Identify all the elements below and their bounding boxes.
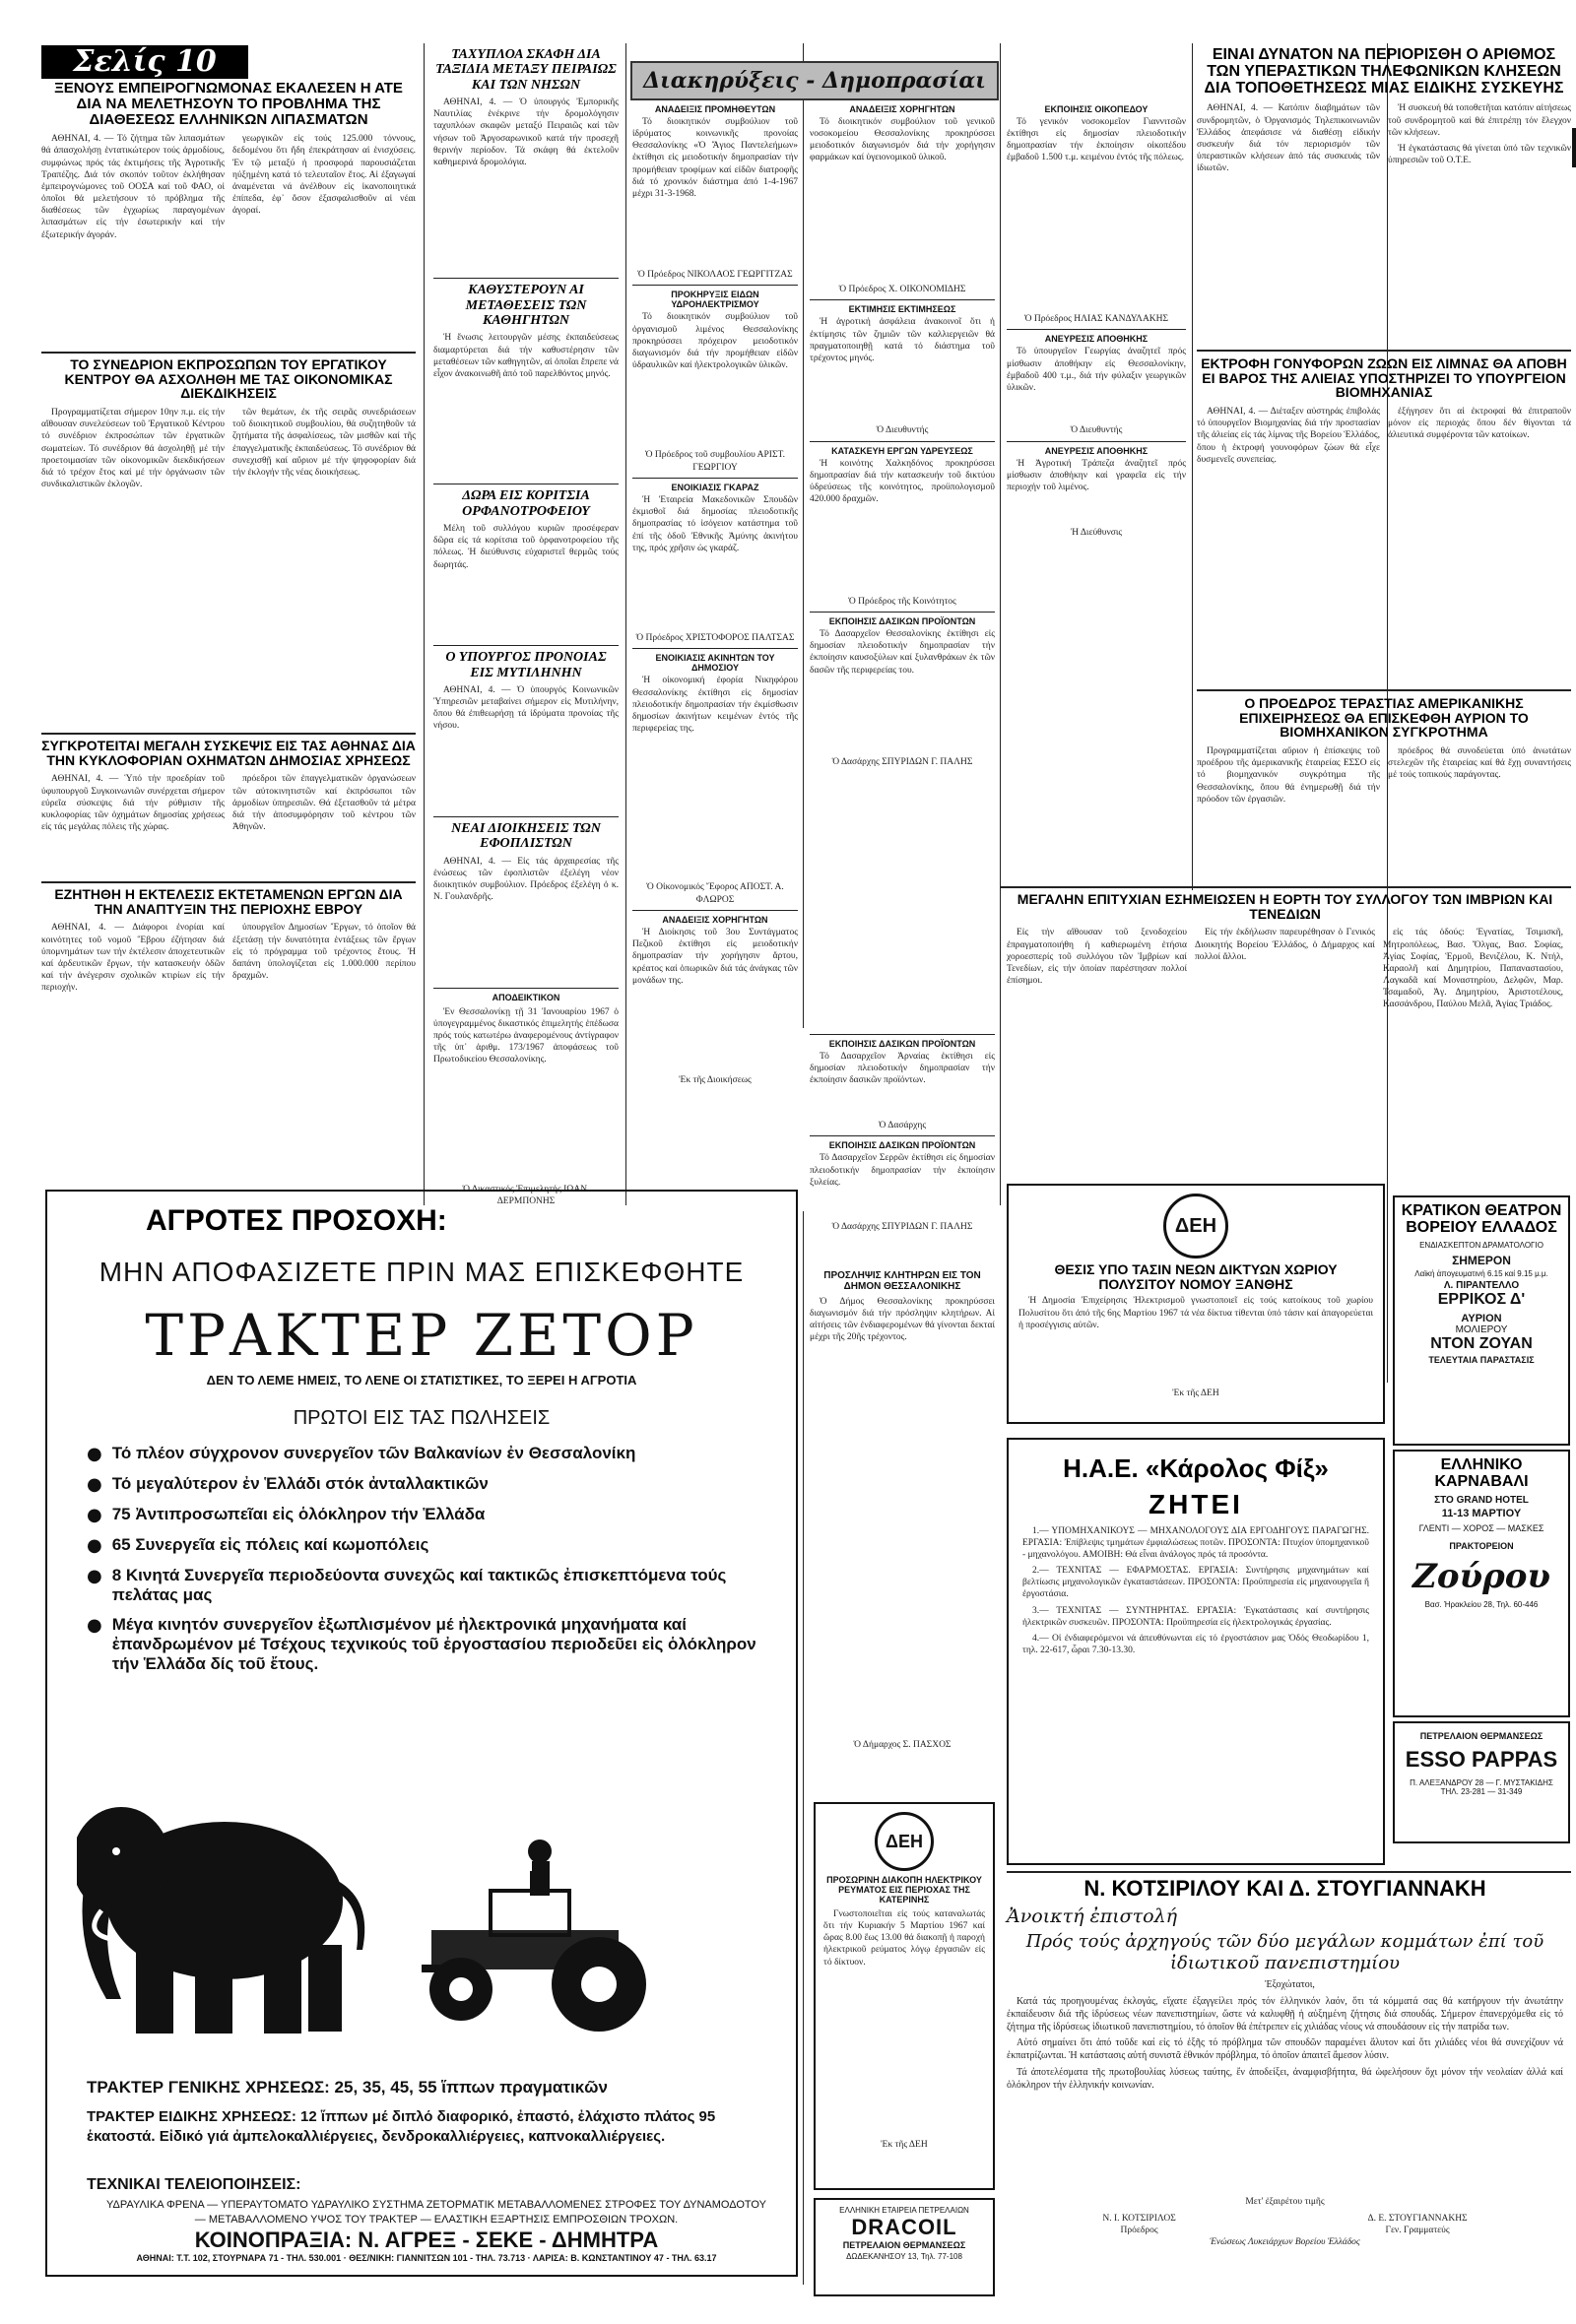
article-body: πρόεδροι τῶν ἐπαγγελματικῶν ὀργανώσεων τῶν αὐτοκινητιστῶν καί ἐκπρόσωποι τῶν ἁρμοδίων ὑπηρεσιῶν. Θά ἐξετασθοῦν τά μέτρα διά τήν ἀποσυμφόρησιν τοῦ κέντρου τῶν Ἀθηνῶν.: [232, 774, 416, 832]
article-body: ὑπουργεῖον Δημοσίων Ἔργων, τό ὁποῖον θά ἐξετάσῃ τήν δυνατότητα ἐντάξεως τῶν ἔργων εἰς τό πρόγραμμα τοῦ τρέχοντος ἔτους. Ἡ δαπάνη ὑπολογίζεται εἰς 1.000.000 περίπου δραχμῶν.: [232, 923, 416, 981]
letter-body: Ἐξοχώτατοι, Κατά τάς προηγουμένας ἐκλογάς, εἴχατε ἐξαγγείλει πρός τόν ἑλληνικόν λαόν, ὅτι τά κόμματά σας θά κατήργουν τήν ἀνωτάτην ἐκπαίδευσιν διά τῆς ἱδρύσεως νέων πανεπιστημίων, ὥστε νά καλυφθῇ ἡ αὐξημένη ζήτησις διά σπουδάς. Σήμερον ἐπανερχόμεθα εἰς τό ζήτημα τῆς ἱδρύσεως ἰδιωτικοῦ πανεπιστημίου, τό ὁποῖον θά ἐπέτρεπεν εἰς χιλιάδας νέους νά σπουδάσουν εἰς τήν πατρίδα των. Αὐτό σημαίνει ὅτι ἀπό τοῦδε καί εἰς τό ἑξῆς τό πρόβλημα τῶν σπουδῶν παραμένει ἄλυτον καί ὅτι χιλιάδες νέοι θά συνεχίζουν νά ἐκπατρίζωνται. Ἡ κατάστασις αὐτή συνιστᾶ ἐθνικόν πρόβλημα, τό ὁποῖον ἀπαιτεῖ ἄμεσον λύσιν. Τά ἀποτελέσματα τῆς πρωτοβουλίας λύσεως ταύτης, ἔν ἀποδείξει, ἀναμφισβήτητα, θά ὠφελήσουν ὄχι μόνον τήν νεολαίαν ἀλλά καί ὁλόκληρον τήν ἑλληνικήν κοινωνίαν.: [1007, 1979, 1563, 2091]
col3-bottom: [810, 1270, 995, 1751]
headline: Ο ΥΠΟΥΡΓΟΣ ΠΡΟΝΟΙΑΣ ΕΙΣ ΜΥΤΙΛΗΝΗΝ: [445, 650, 607, 680]
ad-address: ΑΘΗΝΑΙ: Τ.Τ. 102, ΣΤΟΥΡΝΑΡΑ 71 - ΤΗΛ. 530.001 · ΘΕΣ/ΝΙΚΗ: ΓΙΑΝΝΙΤΣΩΝ 101 - ΤΗΛ. 73.713 · ΛΑΡΙΣΑ: Β. ΚΩΝΣΤΑΝΤΙΝΟΥ 47 - ΤΗΛ. 63.17: [136, 2253, 717, 2263]
col3: [632, 104, 798, 1086]
ad-special-use: ΤΡΑΚΤΕΡ ΕΙΔΙΚΗΣ ΧΡΗΣΕΩΣ: 12 ἵππων μέ διπλό διαφορικό, ἐπαστό, ἐλάχιστο πλάτος 95 ἑκατοστά. Εἰδικό γιά ἀμπελοκαλλιέργειες, δενδροκαλλιέργειες, καπνοκαλλιέργειες.: [87, 2108, 716, 2145]
signature: Ὁ Δασάρχης: [878, 1121, 927, 1130]
col5-article-imbros: [1007, 892, 1563, 1035]
notice-body: Τό Δασαρχεῖον Σερρῶν ἐκτίθησι εἰς δημοσίαν πλειοδοτικήν δημοπρασίαν τήν ἐκποίησιν ξυλείας.: [810, 1153, 995, 1188]
signature: Ὁ Πρόεδρος ΗΛΙΑΣ ΚΑΝΔΥΛΑΚΗΣ: [1023, 314, 1169, 324]
ad-wanted: ΖΗΤΕΙ: [1149, 1489, 1243, 1520]
ad-consortium: ΚΟΙΝΟΠΡΑΞΙΑ: Ν. ΑΓΡΕΞ - ΣΕΚΕ - ΔΗΜΗΤΡΑ: [194, 2227, 659, 2252]
notice-title: ΕΚΠΟΙΗΣΙΣ ΟΙΚΟΠΕΔΟΥ: [1044, 104, 1149, 114]
signature: Ἐκ τῆς Διοικήσεως: [679, 1075, 752, 1086]
ad-tech-body: ΥΔΡΑΥΛΙΚΑ ΦΡΕΝΑ — ΥΠΕΡΑΥΤΟΜΑΤΟ ΥΔΡΑΥΛΙΚΟ ΣΥΣΤΗΜΑ ΖΕΤΟΡΜΑΤΙΚ ΜΕΤΑΒΑΛΛΟΜΕΝΕΣ ΣΤΡΟΦΕΣ ΤΟΥ ΔΥΝΑΜΟΔΟΤΟΥ — ΜΕΤΑΒΑΛΛΟΜΕΝΟ ΥΨΟΣ ΤΟΥ ΤΡΑΚΤΕΡ — ΕΛΑΣΤΙΚΗ ΕΞΑΡΤΗΣΙΣ ΕΜΠΡΟΣΘΙΩΝ ΤΡΟΧΩΝ.: [106, 2199, 766, 2227]
notice-title: ΕΝΟΙΚΙΑΣΙΣ ΓΚΑΡΑΖ: [671, 483, 759, 493]
signature: Ἐκ τῆς ΔΕΗ: [1172, 1388, 1219, 1399]
notice-title: ΕΚΠΟΙΗΣΙΣ ΔΑΣΙΚΩΝ ΠΡΟΪΟΝΤΩΝ: [828, 1140, 976, 1151]
headline: ΕΚΤΡΟΦΗ ΓΟΝΥΦΟΡΩΝ ΖΩΩΝ ΕΙΣ ΛΙΜΝΑΣ ΘΑ ΑΠΟΒΗ ΕΙ ΒΑΡΟΣ ΤΗΣ ΑΛΙΕΙΑΣ ΥΠΟΣΤΗΡΙΖΕΙ ΤΟ ΥΠΟΥΡΓΕΙΟΝ ΒΙΟΜΗΧΑΝΙΑΣ: [1201, 355, 1567, 401]
letter-authors: Ν. ΚΟΤΣΙΡΙΛΟΥ ΚΑΙ Δ. ΣΤΟΥΓΙΑΝΝΑΚΗ: [1084, 1876, 1486, 1901]
letter-recipients: Πρός τούς ἀρχηγούς τῶν δύο μεγάλων κομμάτων ἐπί τοῦ ἰδιωτικοῦ πανεπιστημίου: [1025, 1931, 1544, 1973]
notice-title: ΠΡΟΣΛΗΨΙΣ ΚΛΗΤΗΡΩΝ ΕΙΣ ΤΟΝ ΔΗΜΟΝ ΘΕΣΣΑΛΟΝΙΚΗΣ: [823, 1270, 981, 1292]
ad-bullets: ● Τό πλέον σύγχρονον συνεργεῖον τῶν Βαλκανίων ἐν Θεσσαλονίκη ● Τό μεγαλύτερον ἐν Ἑλλάδι στόκ ἀνταλλακτικῶν ● 75 Ἀντιπροσωπεῖαι εἰς ὁλόκληρον τήν Ἑλλάδα ● 65 Συνεργεῖα εἰς πόλεις καί κωμοπόλεις ● 8 Κινητά Συνεργεῖα περιοδεύοντα συνεχῶς καί τακτικῶς ἐπισκεπτόμενα τούς πελάτας μας ● Μέγα κινητόν συνεργεῖον ἐξωπλισμένον μέ ἠλεκτρονικά μηχανήματα καί ἐπανδρωμένον μέ Τσέχους τεχνικούς τοῦ ἐργοστασίου περιοδεῦει εἰς ὁλόκληρον τήν Ἑλλάδα δίς τοῦ ἔτους.: [87, 1443, 756, 1673]
article-body: τῶν θεμάτων, ἐκ τῆς σειρᾶς συνεδριάσεων τοῦ διοικητικοῦ συμβουλίου, θά συζητηθοῦν τά ζητήματα τῆς ἀσφαλίσεως, τῶν μισθῶν καί τῆς ἐπαγγελματικῆς ἐκπαιδεύσεως. Τό συνέδριον θά συνεχισθῇ καί αὔριον μέ τήν ψηφοφορίαν διά τήν ἐκλογήν τῆς νέας διοικήσεως.: [232, 408, 416, 478]
headline: ΤΟ ΣΥΝΕΔΡΙΟΝ ΕΚΠΡΟΣΩΠΩΝ ΤΟΥ ΕΡΓΑΤΙΚΟΥ ΚΕΝΤΡΟΥ ΘΑ ΑΣΧΟΛΗΘΗ ΜΕ ΤΑΣ ΟΙΚΟΝΟΜΙΚΑΣ ΔΙΕΚΔΙΚΗΣΕΙΣ: [64, 356, 393, 402]
theatre-ad: ΚΡΑΤΙΚΟΝ ΘΕΑΤΡΟΝ ΒΟΡΕΙΟΥ ΕΛΛΑΔΟΣ ΕΝΔΙΑΣΚΕΠΤΟΝ ΔΡΑΜΑΤΟΛΟΓΙΟ ΣΗΜΕΡΟΝ Λαϊκή ἀπογευματινή 6.15 καί 9.15 μ.μ. Λ. ΠΙΡΑΝΤΕΛΛΟ ΕΡΡΙΚΟΣ Δ' ΑΥΡΙΟΝ ΜΟΛΙΕΡΟΥ ΝΤΟΝ ΖΟΥΑΝ ΤΕΛΕΥΤΑΙΑ ΠΑΡΑΣΤΑΣΙΣ: [1393, 1195, 1570, 1446]
col4: [810, 104, 995, 768]
notice-title: ΑΝΑΔΕΙΞΙΣ ΧΟΡΗΓΗΤΩΝ: [662, 915, 768, 926]
notice-title: ΕΚΠΟΙΗΣΙΣ ΔΑΣΙΚΩΝ ΠΡΟΪΟΝΤΩΝ: [828, 616, 976, 627]
tractor-ad: [45, 1190, 798, 2277]
col5-top: [1007, 104, 1186, 539]
notice-body: Ἡ Ἀγροτική Τράπεζα ἀναζητεῖ πρός μίσθωσιν ἀποθήκην καί γραφεῖα εἰς τήν περιοχήν τοῦ λιμένος.: [1007, 458, 1186, 492]
notice-body: Τό γενικόν νοσοκομεῖον Γιαννιτσῶν ἐκτίθησι εἰς δημοσίαν πλειοδοτικήν δημοπρασίαν τήν ἐκποίησιν οἰκοπέδου ἐμβαδοῦ 1.500 τ.μ. κειμένου ἐντός τῆς πόλεως.: [1007, 117, 1186, 163]
notice-title: ΑΝΑΔΕΙΞΙΣ ΠΡΟΜΗΘΕΥΤΩΝ: [654, 104, 776, 114]
notice-title: ΘΕΣΙΣ ΥΠΟ ΤΑΣΙΝ ΝΕΩΝ ΔΙΚΤΥΩΝ ΧΩΡΙΟΥ ΠΟΛΥΣΙΤΟΥ ΝΟΜΟΥ ΞΑΝΘΗΣ: [1054, 1261, 1338, 1292]
ad-brand: ΤΡΑΚΤΕΡ ΖΕΤΟΡ: [145, 1301, 698, 1369]
deh-logo: ΔΕΗ: [1163, 1194, 1228, 1259]
elephant-icon: [77, 1807, 364, 2034]
ad-claim: ΔΕΝ ΤΟ ΛΕΜΕ ΗΜΕΙΣ, ΤΟ ΛΕΝΕ ΟΙ ΣΤΑΤΙΣΤΙΚΕΣ, ΤΟ ΞΕΡΕΙ Η ΑΓΡΟΤΙΑ: [206, 1372, 637, 1388]
article-body: ΑΘΗΝΑΙ, 4. — Ὁ ὑπουργός Κοινωνικῶν Ὑπηρεσιῶν μεταβαίνει σήμερον εἰς Μυτιλήνην, ὅπου θά ἐπιθεωρήσῃ τά ἱδρύματα προνοίας τῆς νήσου.: [433, 684, 619, 732]
ad-company: Η.Α.Ε. «Κάρολος Φίξ»: [1063, 1453, 1329, 1483]
notice-body: Τό Δασαρχεῖον Ἀρναίας ἐκτίθησι εἰς δημοσίαν πλειοδοτικήν δημοπρασίαν τήν ἐκποίησιν δασικῶν προϊόντων.: [810, 1052, 995, 1086]
deh-notice-katerini: [814, 1802, 995, 2190]
col1-article-labor-congress: [41, 357, 416, 742]
notice-body: Γνωστοποιεῖται εἰς τούς καταναλωτάς ὅτι τήν Κυριακήν 5 Μαρτίου 1967 καί ὥρας 8.00 ἕως 13.00 θά διακοπῇ ἡ παροχή ἠλεκτρικοῦ ρεύματος λόγῳ ἐργασιῶν εἰς τό δίκτυον.: [823, 1909, 985, 1968]
article-body: ἐξήγησεν ὅτι αἱ ἐκτροφαί θά ἐπιτραποῦν μόνον εἰς περιοχάς ὅπου δέν θίγονται τά ἁλιευτικά συμφέροντα τῶν κατοίκων.: [1388, 407, 1571, 441]
headline: ΣΥΓΚΡΟΤΕΙΤΑΙ ΜΕΓΑΛΗ ΣΥΣΚΕΨΙΣ ΕΙΣ ΤΑΣ ΑΘΗΝΑΣ ΔΙΑ ΤΗΝ ΚΥΚΛΟΦΟΡΙΑΝ ΟΧΗΜΑΤΩΝ ΔΗΜΟΣΙΑΣ ΧΡΗΣΕΩΣ: [41, 738, 416, 768]
signature: Ὁ Πρόεδρος ΝΙΚΟΛΑΟΣ ΓΕΩΡΓΙΤΖΑΣ: [637, 270, 793, 280]
notice-title: ΕΚΤΙΜΗΣΙΣ ΕΚΤΙΜΗΣΕΩΣ: [848, 304, 956, 315]
carnival-ad: ΕΛΛΗΝΙΚΟ ΚΑΡΝΑΒΑΛΙ ΣΤΟ GRAND HOTEL 11-13 ΜΑΡΤΙΟΥ ΓΛΕΝΤΙ — ΧΟΡΟΣ — ΜΑΣΚΕΣ ΠΡΑΚΤΟΡΕΙΟΝ Ζούρου Βασ. Ἡρακλείου 28, Τηλ. 60-446: [1393, 1450, 1570, 1717]
headline: ΤΑΧΥΠΛΟΑ ΣΚΑΦΗ ΔΙΑ ΤΑΞΙΔΙΑ ΜΕΤΑΞΥ ΠΕΙΡΑΙΩΣ ΚΑΙ ΤΩΝ ΝΗΣΩΝ: [435, 47, 617, 93]
headline: ΕΙΝΑΙ ΔΥΝΑΤΟΝ ΝΑ ΠΕΡΙΟΡΙΣΘΗ Ο ΑΡΙΘΜΟΣ ΤΩΝ ΥΠΕΡΑΣΤΙΚΩΝ ΤΗΛΕΦΩΝΙΚΩΝ ΚΛΗΣΕΩΝ ΔΙΑ ΤΟΠΟΘΕΤΗΣΕΩΣ ΜΙΑΣ ΕΙΔΙΚΗΣ ΣΥΣΚΕΥΗΣ: [1204, 46, 1564, 97]
headline: ΚΑΘΥΣΤΕΡΟΥΝ ΑΙ ΜΕΤΑΘΕΣΕΙΣ ΤΩΝ ΚΑΘΗΓΗΤΩΝ: [465, 283, 587, 328]
dracoil-ad: ΕΛΛΗΝΙΚΗ ΕΤΑΙΡΕΙΑ ΠΕΤΡΕΛΑΙΩΝ DRACOIL ΠΕΤΡΕΛΑΙΟΝ ΘΕΡΜΑΝΣΕΩΣ ΔΩΔΕΚΑΝΗΣΟΥ 13, Τηλ. 77-108: [814, 2198, 995, 2296]
notice-body: Ὁ Δήμος Θεσσαλονίκης προκηρύσσει διαγωνισμόν διά τήν πρόσληψιν κλητήρων. Αἱ αἰτήσεις τῶν ἐνδιαφερομένων θά γίνονται δεκταί μέχρι τῆς 20ῆς τρέχοντος.: [810, 1297, 995, 1343]
signature: Ὁ Διευθυντής: [876, 425, 929, 436]
article-body: Προγραμματίζεται αὔριον ἡ ἐπίσκεψις τοῦ προέδρου τῆς ἀμερικανικῆς ἑταιρείας ΕΣΣΟ εἰς τό βιομηχανικόν συγκρότημα τῆς Θεσσαλονίκης, ὅπου θά ἐνημερωθῇ διά τήν πρόοδον τῶν ἐργασιῶν.: [1197, 746, 1380, 805]
letter-org: Ἑνώσεως Λυκειάρχων Βορείου Ἑλλάδος: [1210, 2237, 1360, 2248]
esso-ad: ΠΕΤΡΕΛΑΙΟΝ ΘΕΡΜΑΝΣΕΩΣ ESSO PAPPAS Π. ΑΛΕΞΑΝΔΡΟΥ 28 — Γ. ΜΥΣΤΑΚΙΔΗΣ ΤΗΛ. 23-281 — 31-349: [1393, 1721, 1570, 1843]
article-body: ΑΘΗΝΑΙ, 4. — Τό ζήτημα τῶν λιπασμάτων θά ἀπασχολήσῃ ἐντατικώτερον τούς ἁρμοδίους, συμφώνως πρός τάς ἐκτιμήσεις τῆς Ἀγροτικῆς Τραπέζης. Διά τόν σκοπόν τοῦτον ἐκλήθησαν ἐμπειρογνώμονες τοῦ ΟΟΣΑ καί τοῦ ΦΑΟ, οἱ ὁποῖοι θά μελετήσουν τό πρόβλημα τῆς διαθέσεως τῶν ἐγχωρίως παραγομένων λιπασμάτων εἰς τήν ἐσωτερικήν καί τήν ἐξωτερικήν ἀγοράν.: [41, 134, 225, 240]
article-body: Ἐν Θεσσαλονίκῃ τῇ 31 Ἰανουαρίου 1967 ὁ ὑπογεγραμμένος δικαστικός ἐπιμελητής ἐπέδωσα πρός τούς κατωτέρω ἀναφερομένους ἀντίγραφον τῆς ὑπ᾽ ἀριθμ. 173/1967 ἀποφάσεως τοῦ Πρωτοδικείου Θεσσαλονίκης.: [433, 1006, 619, 1065]
col3-lower: [810, 1034, 995, 1234]
section-label: ΑΠΟΔΕΙΚΤΙΚΟΝ: [492, 992, 560, 1002]
notice-title: ΑΝΑΔΕΙΞΙΣ ΧΟΡΗΓΗΤΩΝ: [849, 104, 955, 114]
article-body: Ἡ συσκευή θά τοποθετῆται κατόπιν αἰτήσεως τοῦ συνδρομητοῦ καί θά ἐπιτρέπῃ τόν ἔλεγχον τῶν κλήσεων. Ἡ ἐγκατάστασις θά γίνεται ὑπό τῶν τεχνικῶν ὑπηρεσιῶν τοῦ Ο.Τ.Ε.: [1388, 103, 1571, 166]
col2: [433, 47, 619, 1207]
ad-tech-head: ΤΕΧΝΙΚΑΙ ΤΕΛΕΙΟΠΟΙΗΣΕΙΣ:: [87, 2176, 301, 2193]
signature: Ν. Ι. ΚΟΤΣΙΡΙΛΟΣ Πρόεδρος: [1102, 2213, 1176, 2235]
deh-logo: ΔΕΗ: [875, 1812, 934, 1871]
notice-title: ΠΡΟΚΗΡΥΞΙΣ ΕΙΔΩΝ ΥΔΡΟΗΛΕΚΤΡΙΣΜΟΥ: [671, 290, 759, 310]
col6-article-telephone: [1197, 47, 1571, 349]
article-body: Εἰς τήν ἐκδήλωσιν παρευρέθησαν ὁ Γενικός Διοικητής Βορείου Ἑλλάδος, ὁ Δήμαρχος καί πολλοί ἄλλοι.: [1195, 928, 1375, 962]
notice-body: Ἡ Ἑταιρεία Μακεδονικῶν Σπουδῶν ἐκμισθοῖ διά δημοσίας πλειοδοτικῆς δημοπρασίας τό ἰσόγειον κατάστημα τοῦ ἐπί τῆς ὁδοῦ Ἐθνικῆς Ἀμύνης ἀκινήτου της, πρός χρῆσιν ὡς γκαράζ.: [632, 495, 798, 553]
headline: Ο ΠΡΟΕΔΡΟΣ ΤΕΡΑΣΤΙΑΣ ΑΜΕΡΙΚΑΝΙΚΗΣ ΕΠΙΧΕΙΡΗΣΕΩΣ ΘΑ ΕΠΙΣΚΕΦΘΗ ΑΥΡΙΟΝ ΤΟ ΒΙΟΜΗΧΑΝΙΚΟΝ ΣΥΓΚΡΟΤΗΜΑ: [1239, 695, 1529, 741]
signature: Ὁ Δασάρχης ΣΠΥΡΙΔΩΝ Γ. ΠΑΛΗΣ: [831, 757, 973, 768]
tenders-banner: Διακηρύξεις - Δημοπρασίαι: [630, 61, 999, 100]
notice-body: Ἡ οἰκονομική ἐφορία Νικηφόρου Θεσσαλονίκης ἐκτίθησι εἰς δημοσίαν πλειοδοτικήν δημοπρασίαν τήν ἐκμίσθωσιν δημοσίων ἀκινήτων κειμένων ἐντός τῆς περιφερείας της.: [632, 676, 798, 734]
letter-closing: Μετ' ἐξαιρέτου τιμῆς: [1245, 2197, 1325, 2208]
signature: Ὁ Διευθυντής: [1070, 425, 1123, 436]
col5-article-furfarming: [1197, 356, 1571, 642]
headline: ΔΩΡΑ ΕΙΣ ΚΟΡΙΤΣΙΑ ΟΡΦΑΝΟΤΡΟΦΕΙΟΥ: [462, 488, 590, 519]
signature: Ὁ Πρόεδρος τῆς Κοινότητος: [848, 596, 956, 607]
notice-body: Ἡ κοινότης Χαλκηδόνος προκηρύσσει δημοπρασίαν διά τήν κατασκευήν τοῦ δικτύου ὑδρεύσεως τῆς κοινότητος, προϋπολογισμοῦ 420.000 δραχμῶν.: [810, 458, 995, 505]
ad-general-use: ΤΡΑΚΤΕΡ ΓΕΝΙΚΗΣ ΧΡΗΣΕΩΣ: 25, 35, 45, 55 ἵππων πραγματικῶν: [87, 2078, 608, 2097]
article-body: ΑΘΗΝΑΙ, 4. — Ὁ ὑπουργός Ἐμπορικῆς Ναυτιλίας ἐνέκρινε τήν δρομολόγησιν ταχυπλόων σκαφῶν μεταξύ Πειραιῶς καί τῶν νήσων τοῦ Ἀργοσαρωνικοῦ κατά τήν προσεχῆ θερινήν περίοδον. Τά σκάφη θά ἐκτελοῦν καθημερινά δρομολόγια.: [433, 97, 619, 167]
signature: Ὁ Πρόεδρος Χ. ΟΙΚΟΝΟΜΙΔΗΣ: [838, 285, 966, 294]
article-body: γεωργικῶν εἰς τούς 125.000 τόννους, δεδομένου ὅτι ἤδη ἐπεκράτησαν αἱ ἐνισχύσεις. Ἐν τῷ μεταξύ ἡ προσφορά παρουσιάζεται ηὐξημένη κατά τό τελευταῖον ἔτος. Αἱ ἐξαγωγαί ἀναμένεται νά ἀνέλθουν εἰς ἱκανοποιητικά ἐπίπεδα, ἐφ᾽ ὅσον ἐξασφαλισθοῦν αἱ νέαι ἀγοραί.: [232, 134, 416, 217]
notice-title: ΑΝΕΥΡΕΣΙΣ ΑΠΟΘΗΚΗΣ: [1044, 445, 1149, 456]
signature: Ἐκ τῆς ΔΕΗ: [881, 2140, 928, 2150]
notice-body: Ἡ ἀγροτική ἀσφάλεια ἀνακοινοῖ ὅτι ἡ ἐκτίμησις τῶν ζημιῶν τῶν καλλιεργειῶν θά πραγματοποιηθῇ κατά τό διάστημα τοῦ τρέχοντος μηνός.: [810, 317, 995, 363]
notice-title: ΕΝΟΙΚΙΑΣΙΣ ΑΚΙΝΗΤΩΝ ΤΟΥ ΔΗΜΟΣΙΟΥ: [655, 653, 775, 674]
notice-body: Τό διοικητικόν συμβούλιον τοῦ ὀργανισμοῦ λιμένος Θεσσαλονίκης προκηρύσσει πρόχειρον μειοδοτικόν διαγωνισμόν διά τήν προμήθειαν εἰδῶν ὑδραυλικῶν καί ἠλεκτρολογικῶν ὑλικῶν.: [632, 312, 798, 370]
ad-first: ΠΡΩΤΟΙ ΕΙΣ ΤΑΣ ΠΩΛΗΣΕΙΣ: [293, 1406, 551, 1429]
col1-article-evros: [41, 887, 416, 1158]
signature: Ὁ Δασάρχης ΣΠΥΡΙΔΩΝ Γ. ΠΑΛΗΣ: [831, 1222, 973, 1233]
open-letter: [1007, 1877, 1563, 2249]
signature: Ὁ Δήμαρχος Σ. ΠΑΣΧΟΣ: [853, 1740, 952, 1750]
notice-body: Τό διοικητικόν συμβούλιον τοῦ γενικοῦ νοσοκομείου Θεσσαλονίκης προκηρύσσει μειοδοτικόν διαγωνισμόν διά τήν χορήγησιν φαρμάκων καί ὑγειονομικοῦ ὑλικοῦ.: [810, 117, 995, 163]
article-body: Ἡ ἔνωσις λειτουργῶν μέσης ἐκπαιδεύσεως διαμαρτύρεται διά τήν καθυστέρησιν τῶν μεταθέσεων τῶν καθηγητῶν, αἱ ὁποῖαι ἔπρεπε νά εἶχον ἀνακοινωθῆ ἀπό τοῦ παρελθόντος μηνός.: [433, 333, 619, 379]
ad-body: 1.— ΥΠΟΜΗΧΑΝΙΚΟΥΣ — ΜΗΧΑΝΟΛΟΓΟΥΣ ΔΙΑ ΕΡΓΟΔΗΓΟΥΣ ΠΑΡΑΓΩΓΗΣ. ΕΡΓΑΣΙΑ: Ἐπίβλεψις τμημάτων ἐμφιαλώσεως ποτῶν. ΠΡΟΣΟΝΤΑ: Πτυχίον ὑπομηχανικοῦ - μηχανολόγου. ΑΜΟΙΒΗ: Θά εἶναι ἀνάλογος πρός τά προσόντα. 2.— ΤΕΧΝΙΤΑΣ — ΕΦΑΡΜΟΣΤΑΣ. ΕΡΓΑΣΙΑ: Συντήρησις μηχανημάτων καί βελτίωσις μηχανολογικῶν ἐγκαταστάσεων. ΠΡΟΣΟΝΤΑ: Προϋπηρεσία εἰς μηχανουργεῖα ἤ ἐργοστάσια. 3.— ΤΕΧΝΙΤΑΣ — ΣΥΝΤΗΡΗΤΑΣ. ΕΡΓΑΣΙΑ: Ἐγκατάστασις καί συντήρησις ἠλεκτρικῶν συσκευῶν. ΠΡΟΣΟΝΤΑ: Προϋπηρεσία εἰς ἠλεκτρολογικάς ἐργασίας. 4.— Οἱ ἐνδιαφερόμενοι νά ἀπευθύνωνται εἰς τό ἐργοστάσιον μας Ὁδός Θεοδωρίδου 1, τηλ. 22-617, ὧραι 7.30-13.30.: [1022, 1525, 1369, 1656]
article-body: ΑΘΗΝΑΙ, 4. — Διάφοροι ἐνορίαι καί κοινότητες τοῦ νομοῦ Ἕβρου ἐζήτησαν διά ὑπομνημάτων των τήν ἐκτέλεσιν ἀποχετευτικῶν καί ἀρδευτικῶν ἔργων, τήν κατασκευήν ὁδῶν καί τήν ἀνέγερσιν σχολικῶν κτιρίων εἰς τήν περιοχήν.: [41, 923, 225, 994]
signature: Ἡ Διεύθυνσις: [1070, 527, 1123, 538]
notice-body: Ἡ Διοίκησις τοῦ 3ου Συντάγματος Πεζικοῦ ἐκτίθησι εἰς μειοδοτικήν δημοπρασίαν τήν χορήγησιν ἄρτου, κρέατος καί ὀπωρικῶν διά τάς ἀνάγκας τῶν μονάδων της.: [632, 928, 798, 986]
notice-body: Τό Δασαρχεῖον Θεσσαλονίκης ἐκτίθησι εἰς δημοσίαν πλειοδοτικήν δημοπρασίαν τήν ἐκποίησιν καυσοξύλων καί ξυλανθράκων ἐκ τῶν δασῶν τῆς περιφερείας του.: [810, 629, 995, 676]
headline: ΜΕΓΑΛΗΝ ΕΠΙΤΥΧΙΑΝ ΕΣΗΜΕΙΩΣΕΝ Η ΕΟΡΤΗ ΤΟΥ ΣΥΛΛΟΓΟΥ ΤΩΝ ΙΜΒΡΙΩΝ ΚΑΙ ΤΕΝΕΔΙΩΝ: [1017, 891, 1553, 922]
article-body: Μέλη τοῦ συλλόγου κυριῶν προσέφεραν δῶρα εἰς τά κορίτσια τοῦ ὀρφανοτροφείου τῆς πόλεως. Ἡ διεύθυνσις εὐχαριστεῖ θερμῶς τούς δωρητάς.: [433, 524, 619, 570]
notice-title: ΠΡΟΣΩΡΙΝΗ ΔΙΑΚΟΠΗ ΗΛΕΚΤΡΙΚΟΥ ΡΕΥΜΑΤΟΣ ΕΙΣ ΠΕΡΙΟΧΑΣ ΤΗΣ ΚΑΤΕΡΙΝΗΣ: [826, 1875, 982, 1904]
col1-article-traffic: [41, 739, 416, 862]
article-body: ΑΘΗΝΑΙ, 4. — Εἰς τάς ἀρχαιρεσίας τῆς ἑνώσεως τῶν ἐφοπλιστῶν ἐξελέγη νέον διοικητικόν συμβούλιον. Πρόεδρος ἐξελέγη ὁ κ. Ν. Γουλανδρῆς.: [433, 856, 619, 903]
ad-subheadline: ΜΗΝ ΑΠΟΦΑΣΙΖΕΤΕ ΠΡΙΝ ΜΑΣ ΕΠΙΣΚΕΦΘΗΤΕ: [98, 1256, 745, 1287]
notice-body: Τό ὑπουργεῖον Γεωργίας ἀναζητεῖ πρός μίσθωσιν ἀποθήκην εἰς Θεσσαλονίκην, ἐμβαδοῦ 400 τ.μ., διά τήν φύλαξιν γεωργικῶν ὑλικῶν.: [1007, 347, 1186, 393]
col5-article-esso: [1197, 696, 1571, 864]
fold-mark: [1572, 128, 1576, 167]
signature: Δ. Ε. ΣΤΟΥΓΙΑΝΝΑΚΗΣ Γεν. Γραμματεύς: [1367, 2213, 1468, 2235]
ad-headline: ΑΓΡΟΤΕΣ ΠΡΟΣΟΧΗ:: [146, 1204, 447, 1237]
article-body: ΑΘΗΝΑΙ, 4. — Διέταξεν αὐστηράς ἐπιβολάς τό ὑπουργεῖον Βιομηχανίας διά τήν προστασίαν τῆς ἁλιείας εἰς τάς λίμνας τῆς Βορείου Ἑλλάδος, ὅπου ἡ ἐκτροφή γουνοφόρων ζώων θά εἶχε δυσμενεῖς συνεπείας.: [1197, 407, 1380, 465]
fix-job-ad: [1007, 1438, 1385, 1865]
elephant-tractor-illustration: [77, 1782, 766, 2048]
headline: ΕΖΗΤΗΘΗ Η ΕΚΤΕΛΕΣΙΣ ΕΚΤΕΤΑΜΕΝΩΝ ΕΡΓΩΝ ΔΙΑ ΤΗΝ ΑΝΑΠΤΥΞΙΝ ΤΗΣ ΠΕΡΙΟΧΗΣ ΕΒΡΟΥ: [54, 886, 403, 917]
page-logo: Σελίς 10: [41, 45, 248, 79]
letter-title: Ἀνοικτή ἐπιστολή: [1007, 1905, 1178, 1928]
eye-icon: [112, 1847, 120, 1855]
notice-body: Τό διοικητικόν συμβούλιον τοῦ ἱδρύματος κοινωνικῆς προνοίας Θεσσαλονίκης «Ὁ Ἅγιος Παντελεήμων» ἐκτίθησι εἰς μειοδοτικήν δημοπρασίαν τήν προμήθειαν τροφίμων καί εἰδῶν διατροφῆς διά τό χρονικόν διάστημα ἀπό 1-4-1967 μέχρι 31-3-1968.: [632, 117, 798, 199]
signature: Ὁ Δικαστικός Ἐπιμελητής ΙΩΑΝ. ΔΕΡΜΠΟΝΗΣ: [462, 1184, 590, 1207]
article-body: πρόεδρος θά συνοδεύεται ὑπό ἀνωτάτων στελεχῶν τῆς ἑταιρείας καί θά ἔχῃ συναντήσεις μέ τούς τοπικούς παράγοντας.: [1388, 746, 1571, 781]
notice-title: ΕΚΠΟΙΗΣΙΣ ΔΑΣΙΚΩΝ ΠΡΟΪΟΝΤΩΝ: [828, 1039, 976, 1049]
article-body: ΑΘΗΝΑΙ, 4. — Ὑπό τήν προεδρίαν τοῦ ὑφυπουργοῦ Συγκοινωνιῶν συνέρχεται σήμερον εὐρεῖα σύσκεψις διά τήν ρύθμισιν τῆς κυκλοφορίας τῶν ὀχημάτων δημοσίας χρήσεως εἰς τάς μεγάλας πόλεις τῆς χώρας.: [41, 774, 225, 832]
notice-title: ΑΝΕΥΡΕΣΙΣ ΑΠΟΘΗΚΗΣ: [1044, 334, 1149, 345]
notice-body: Ἡ Δημοσία Ἐπιχείρησις Ἠλεκτρισμοῦ γνωστοποιεῖ εἰς τούς κατοίκους τοῦ χωρίου Πολυσίτου ὅτι ἀπό τῆς 6ης Μαρτίου 1967 τά νέα δίκτυα τίθενται ὑπό τάσιν καί ἀπαγορεύεται ἡ προσέγγισις αὐτῶν.: [1018, 1296, 1373, 1330]
article-body: εἰς τάς ὁδούς: Ἐγνατίας, Τσιμισκῆ, Μητροπόλεως, Βασ. Ὄλγας, Βασ. Σοφίας, Ἀγίας Σοφίας, Ἑρμοῦ, Βενιζέλου, Κ. Ντήλ, Καραολῆ καί Δημητρίου, Παπαναστασίου, Λαγκαδᾶ καί Μοναστηρίου, Δελφῶν, Μαρ. Τσαμαδοῦ, Ἁγ. Δημητρίου, Ἀριστοτέλους, Κασσάνδρου, Παύλου Μελᾶ, Ἀγίας Τριάδος.: [1383, 928, 1563, 1010]
signature: Ὁ Πρόεδρος ΧΡΙΣΤΟΦΟΡΟΣ ΠΑΛΤΣΑΣ: [635, 633, 795, 644]
article-body: ΑΘΗΝΑΙ, 4. — Κατόπιν διαβημάτων τῶν συνδρομητῶν, ὁ Ὀργανισμός Τηλεπικοινωνιῶν Ἑλλάδος ἀπεφάσισε νά διαθέσῃ εἰδικήν συσκευήν διά τόν περιορισμόν τῶν ὑπεραστικῶν κλήσεων ἀπό τάς συσκευάς τῶν ἰδιωτῶν.: [1197, 103, 1380, 174]
deh-notice-xanthi: [1007, 1184, 1385, 1424]
article-body: Εἰς τήν αἴθουσαν τοῦ ξενοδοχείου ἐπραγματοποιήθη ἡ καθιερωμένη ἐτήσια χοροεσπερίς τοῦ συλλόγου τῶν Ἰμβρίων καί Τενεδίων, εἰς τήν ὁποίαν παρέστησαν πολλοί ἐπίσημοι.: [1007, 928, 1187, 986]
headline: ΝΕΑΙ ΔΙΟΙΚΗΣΕΙΣ ΤΩΝ ΕΦΟΠΛΙΣΤΩΝ: [451, 820, 601, 852]
notice-title: ΚΑΤΑΣΚΕΥΗ ΕΡΓΩΝ ΥΔΡΕΥΣΕΩΣ: [831, 445, 973, 456]
signature: Ὁ Οἰκονομικός Ἔφορος ΑΠΟΣΤ. Α. ΦΛΩΡΟΣ: [646, 882, 784, 905]
headline: ΞΕΝΟΥΣ ΕΜΠΕΙΡΟΓΝΩΜΟΝΑΣ ΕΚΑΛΕΣΕΝ Η ΑΤΕ ΔΙΑ ΝΑ ΜΕΛΕΤΗΣΟΥΝ ΤΟ ΠΡΟΒΛΗΜΑ ΤΗΣ ΔΙΑΘΕΣΕΩΣ ΕΛΛΗΝΙΚΩΝ ΛΙΠΑΣΜΑΤΩΝ: [54, 80, 403, 128]
article-body: Προγραμματίζεται σήμερον 10ην π.μ. εἰς τήν αἴθουσαν συνελεύσεων τοῦ Ἐργατικοῦ Κέντρου τό συνέδριον ἐκπροσώπων τῶν ἐργατικῶν σωματείων. Τό συνέδριον θά ἀσχοληθῇ μέ τήν προετοιμασίαν τῶν οἰκονομικῶν διεκδικήσεων διά τό τρέχον ἔτος καί μέ τήν ὀργάνωσιν τῶν συνδικαλιστικῶν ἐκλογῶν.: [41, 408, 225, 489]
signature: Ὁ Πρόεδρος τοῦ συμβουλίου ΑΡΙΣΤ. ΓΕΩΡΓΙΟΥ: [645, 450, 785, 473]
col1-article-fertilizers: [41, 81, 416, 328]
